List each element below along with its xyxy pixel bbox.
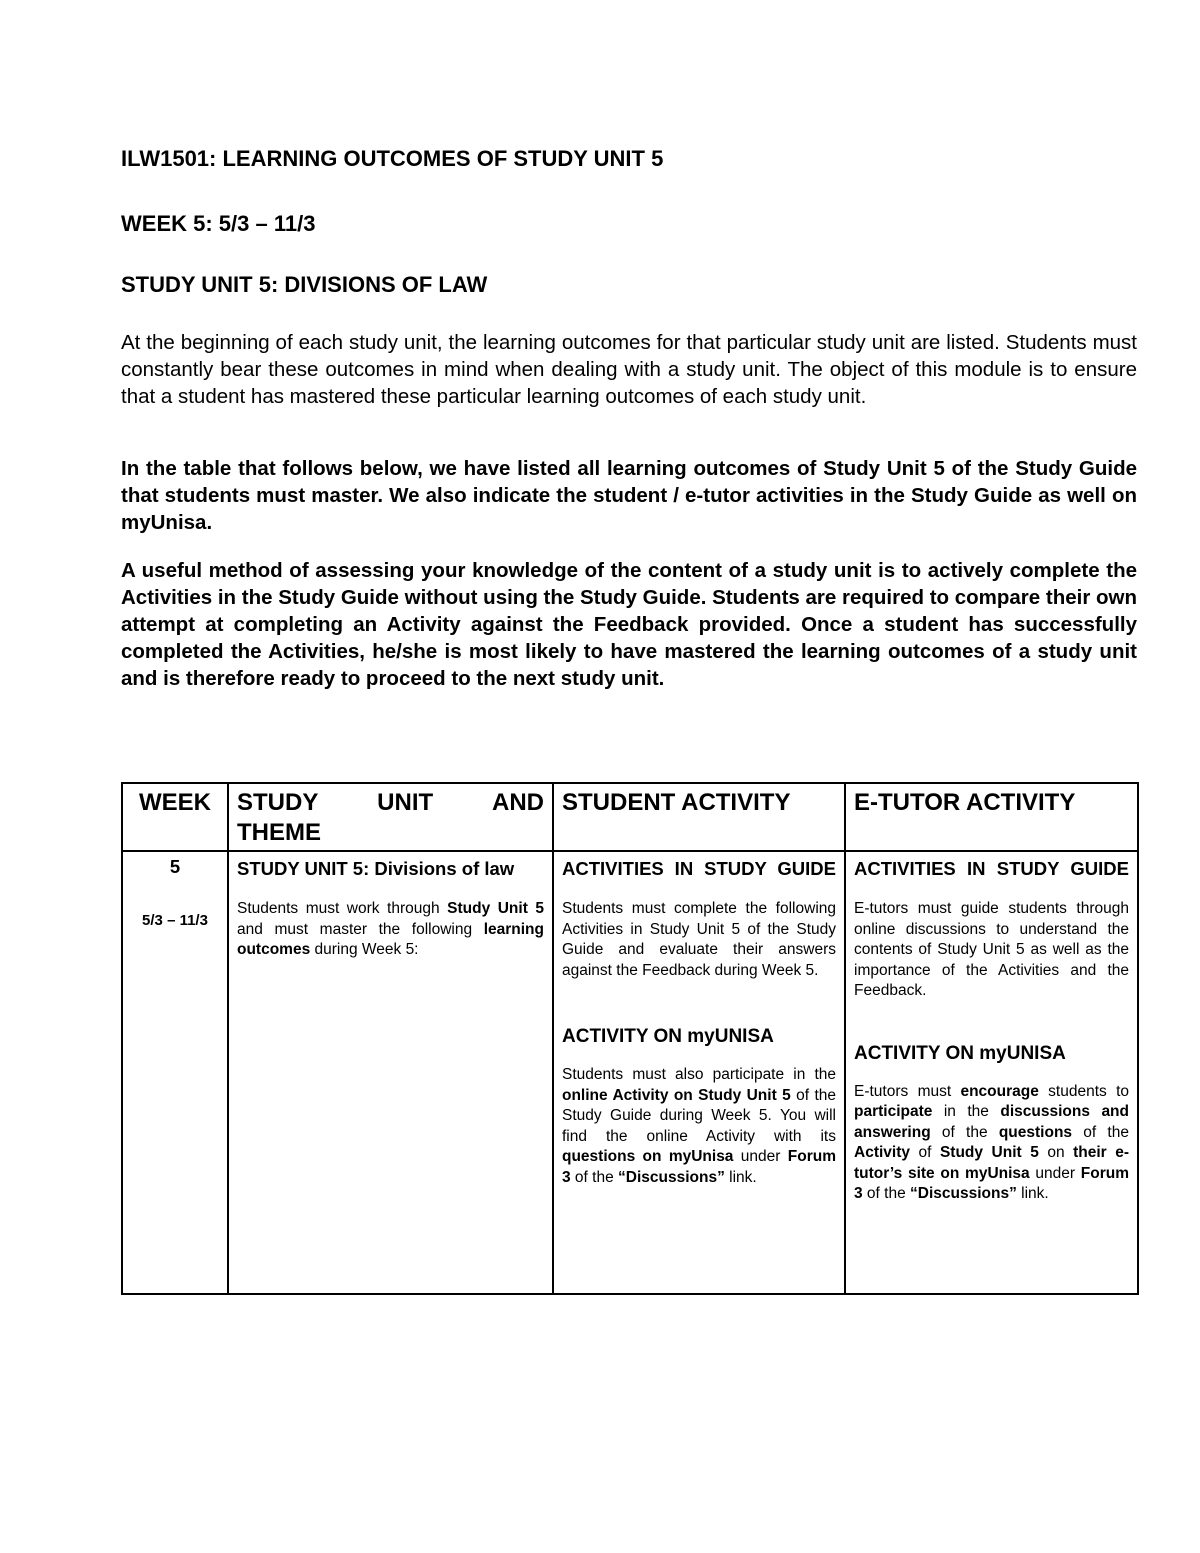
week-number: 5 — [169, 856, 181, 877]
header-study-unit-word-1: STUDY — [237, 789, 319, 816]
header-study-unit — [228, 783, 553, 851]
header-study-unit-word-4: THEME — [237, 819, 321, 846]
student-myunisa-text: Students must also participate in the online Activity on Study Unit 5 of the Study Guide during Week 5. You will find the online Activity with its questions on myUnisa under Forum 3 of the “Discussions” link. — [562, 1066, 837, 1186]
week-cell — [122, 851, 228, 1294]
student-activity-cell — [553, 851, 845, 1294]
intro-paragraph: At the beginning of each study unit, the learning outcomes for that particular study unit are listed. Students must constantly bear these outcomes in mind when dealing with a study unit. The object of this module is to ensure that a student has mastered these particular learning outcomes of each study unit. — [121, 331, 1137, 408]
header-etutor-activity: E-TUTOR ACTIVITY — [845, 783, 1138, 851]
document-title: ILW1501: LEARNING OUTCOMES OF STUDY UNIT 5 — [121, 146, 664, 171]
table-intro-paragraph: In the table that follows below, we have listed all learning outcomes of Study Unit 5 of the Study Guide that students must master. We also indicate the student / e-tutor activities in the Study Guide as well on myUnisa. — [121, 457, 1137, 534]
etutor-activities-text: E-tutors must guide students through online discussions to understand the contents of Study Unit 5 as well as the importance of the Activities and the Feedback. — [854, 900, 1129, 999]
table-row — [122, 851, 1138, 1294]
study-unit-text: Students must work through Study Unit 5 and must master the following learning outcomes during Week 5: — [237, 900, 545, 958]
week-heading: WEEK 5: 5/3 – 11/3 — [121, 211, 316, 236]
etutor-activity-cell — [845, 851, 1138, 1294]
student-activities-text: Students must complete the following Activities in Study Unit 5 of the Study Guide and evaluate their answers against the Feedback during Week 5. — [562, 900, 836, 979]
study-unit-title: STUDY UNIT 5: Divisions of law — [237, 858, 515, 879]
etutor-activities-heading: ACTIVITIES IN STUDY GUIDE — [854, 858, 1129, 879]
header-study-unit-word-2: UNIT — [377, 789, 434, 816]
etutor-myunisa-text: E-tutors must encourage students to participate in the discussions and answering of the questions of the Activity of Study Unit 5 on their e-tutor’s site on myUnisa under Forum 3 of the “Discussions” link. — [854, 1082, 1129, 1202]
student-myunisa-heading: ACTIVITY ON myUNISA — [562, 1026, 774, 1047]
etutor-myunisa-heading: ACTIVITY ON myUNISA — [854, 1042, 1066, 1064]
week-range: 5/3 – 11/3 — [142, 912, 208, 929]
header-study-unit-word-3: AND — [492, 789, 544, 816]
header-week: WEEK — [122, 783, 228, 851]
assessment-paragraph: A useful method of assessing your knowledge of the content of a study unit is to actively complete the Activities in the Study Guide without using the Study Guide. Students are required to compare their own attempt at completing an Activity against the Feedback provided. Once a student has successfully completed the Activities, he/she is most likely to have mastered the learning outcomes of a study unit and is therefore ready to proceed to the next study unit. — [121, 559, 1137, 690]
study-unit-cell — [228, 851, 553, 1294]
table-header-row — [122, 783, 1138, 851]
study-unit-heading: STUDY UNIT 5: DIVISIONS OF LAW — [121, 272, 488, 297]
header-student-activity: STUDENT ACTIVITY — [553, 783, 845, 851]
learning-outcomes-table — [121, 782, 1139, 1295]
student-activities-heading: ACTIVITIES IN STUDY GUIDE — [562, 858, 836, 879]
